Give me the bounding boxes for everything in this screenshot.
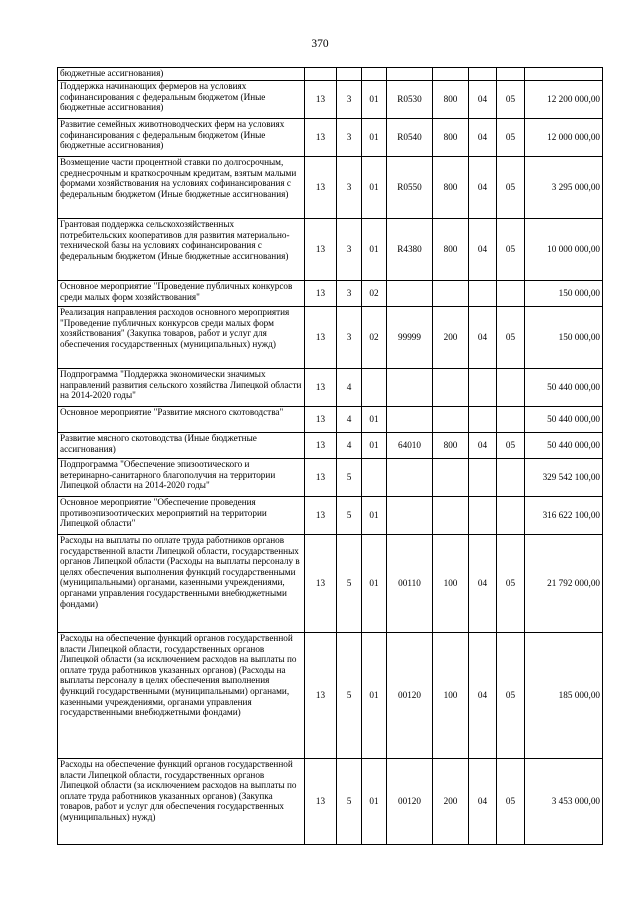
cell-code-direction: R4380 bbox=[387, 219, 433, 281]
cell-code-subsection bbox=[497, 407, 525, 433]
cell-code-direction bbox=[387, 459, 433, 497]
cell-code-expense-type: 800 bbox=[433, 119, 469, 157]
cell-code-section: 04 bbox=[469, 433, 497, 459]
cell-code-expense-type: 800 bbox=[433, 81, 469, 119]
cell-code-event: 01 bbox=[362, 433, 387, 459]
table-row bbox=[58, 219, 603, 281]
table-row bbox=[58, 281, 603, 307]
cell-code-subsection bbox=[497, 68, 525, 81]
cell-code-ministry: 13 bbox=[305, 307, 337, 369]
cell-code-subprogram bbox=[337, 68, 362, 81]
cell-code-direction: R0540 bbox=[387, 119, 433, 157]
cell-code-subsection bbox=[497, 497, 525, 535]
cell-amount: 50 440 000,00 bbox=[525, 407, 603, 433]
cell-code-event: 01 bbox=[362, 407, 387, 433]
cell-code-subprogram: 3 bbox=[337, 119, 362, 157]
cell-code-ministry: 13 bbox=[305, 535, 337, 633]
cell-item-name: Поддержка начинающих фермеров на условиях софинансирования с федеральным бюджетом (Иные бюджетные ассигнования) bbox=[58, 81, 305, 119]
table-row bbox=[58, 157, 603, 219]
cell-code-subsection: 05 bbox=[497, 307, 525, 369]
cell-code-subprogram: 3 bbox=[337, 219, 362, 281]
cell-item-name: Расходы на обеспечение функций органов государственной власти Липецкой области, государственных органов Липецкой области (за исключением расходов на выплаты по оплате труда работников указанных органов) (Расходы на выплаты персоналу в целях обеспечения выполнения функций государственными (муниципальными) органами, казенными учреждениями, органами управления государственными внебюджетными фондами) bbox=[58, 633, 305, 759]
cell-item-name: Расходы на обеспечение функций органов государственной власти Липецкой области, государственных органов Липецкой области (за исключением расходов на выплаты по оплате труда работников указанных органов) (Закупка товаров, работ и услуг для обеспечения государственных (муниципальных) нужд) bbox=[58, 759, 305, 845]
cell-code-expense-type: 100 bbox=[433, 535, 469, 633]
cell-amount: 3 453 000,00 bbox=[525, 759, 603, 845]
cell-code-expense-type: 100 bbox=[433, 633, 469, 759]
cell-code-ministry: 13 bbox=[305, 119, 337, 157]
cell-code-direction: 00120 bbox=[387, 633, 433, 759]
cell-code-section: 04 bbox=[469, 633, 497, 759]
cell-code-section: 04 bbox=[469, 119, 497, 157]
cell-code-event bbox=[362, 459, 387, 497]
page-number: 370 bbox=[311, 38, 329, 50]
cell-code-ministry: 13 bbox=[305, 633, 337, 759]
cell-code-subsection: 05 bbox=[497, 633, 525, 759]
cell-code-subprogram: 5 bbox=[337, 459, 362, 497]
cell-item-name: Подпрограмма "Обеспечение эпизоотического и ветеринарно-санитарного благополучия на территории Липецкой области на 2014-2020 годы" bbox=[58, 459, 305, 497]
table-row bbox=[58, 459, 603, 497]
cell-code-ministry bbox=[305, 68, 337, 81]
cell-code-event: 01 bbox=[362, 497, 387, 535]
cell-item-name: Основное мероприятие "Развитие мясного скотоводства" bbox=[58, 407, 305, 433]
cell-code-expense-type: 800 bbox=[433, 433, 469, 459]
cell-code-section: 04 bbox=[469, 535, 497, 633]
cell-code-expense-type: 800 bbox=[433, 219, 469, 281]
cell-code-event: 02 bbox=[362, 281, 387, 307]
cell-code-section bbox=[469, 281, 497, 307]
cell-code-ministry: 13 bbox=[305, 759, 337, 845]
table-row bbox=[58, 535, 603, 633]
cell-code-section bbox=[469, 407, 497, 433]
table-row bbox=[58, 307, 603, 369]
cell-code-expense-type: 800 bbox=[433, 157, 469, 219]
cell-amount bbox=[525, 68, 603, 81]
cell-code-ministry: 13 bbox=[305, 433, 337, 459]
cell-code-subprogram: 4 bbox=[337, 407, 362, 433]
cell-code-subsection: 05 bbox=[497, 81, 525, 119]
cell-code-event: 01 bbox=[362, 219, 387, 281]
cell-code-direction: R0530 bbox=[387, 81, 433, 119]
cell-item-name: Основное мероприятие "Обеспечение проведения противоэпизоотических мероприятий на территории Липецкой области" bbox=[58, 497, 305, 535]
cell-code-direction: 64010 bbox=[387, 433, 433, 459]
cell-code-direction bbox=[387, 369, 433, 407]
cell-item-name: Развитие семейных животноводческих ферм на условиях софинансирования с федеральным бюджетом (Иные бюджетные ассигнования) bbox=[58, 119, 305, 157]
cell-code-ministry: 13 bbox=[305, 219, 337, 281]
table-row bbox=[58, 119, 603, 157]
cell-code-section: 04 bbox=[469, 759, 497, 845]
cell-amount: 50 440 000,00 bbox=[525, 433, 603, 459]
cell-item-name: Подпрограмма "Поддержка экономически значимых направлений развития сельского хозяйства Липецкой области на 2014-2020 годы" bbox=[58, 369, 305, 407]
cell-code-subsection: 05 bbox=[497, 157, 525, 219]
cell-code-subprogram: 5 bbox=[337, 535, 362, 633]
cell-code-subprogram: 3 bbox=[337, 81, 362, 119]
cell-code-direction: R0550 bbox=[387, 157, 433, 219]
cell-amount: 329 542 100,00 bbox=[525, 459, 603, 497]
cell-code-section bbox=[469, 459, 497, 497]
cell-item-name: Грантовая поддержка сельскохозяйственных потребительских кооперативов для развития материально-технической базы на условиях софинансирования с федеральным бюджетом (Иные бюджетные ассигнования) bbox=[58, 219, 305, 281]
cell-code-direction bbox=[387, 68, 433, 81]
cell-item-name: Реализация направления расходов основного мероприятия "Проведение публичных конкурсов среди малых форм хозяйствования" (Закупка товаров, работ и услуг для обеспечения государственных (муниципальных) нужд) bbox=[58, 307, 305, 369]
cell-code-ministry: 13 bbox=[305, 281, 337, 307]
cell-code-expense-type bbox=[433, 407, 469, 433]
cell-amount: 50 440 000,00 bbox=[525, 369, 603, 407]
table-row bbox=[58, 759, 603, 845]
cell-amount: 316 622 100,00 bbox=[525, 497, 603, 535]
cell-code-subsection: 05 bbox=[497, 433, 525, 459]
cell-code-event: 01 bbox=[362, 633, 387, 759]
cell-item-name: Расходы на выплаты по оплате труда работников органов государственной власти Липецкой области, государственных органов Липецкой области (Расходы на выплаты персоналу в целях обеспечения выполнения функций государственными (муниципальными) органами, казенными учреждениями, органами управления государственными внебюджетными фондами) bbox=[58, 535, 305, 633]
cell-code-subsection bbox=[497, 281, 525, 307]
cell-code-subprogram: 4 bbox=[337, 433, 362, 459]
cell-code-event bbox=[362, 369, 387, 407]
cell-code-subsection: 05 bbox=[497, 759, 525, 845]
cell-code-expense-type bbox=[433, 68, 469, 81]
cell-code-expense-type bbox=[433, 369, 469, 407]
table-row bbox=[58, 433, 603, 459]
cell-code-section bbox=[469, 369, 497, 407]
cell-item-name: Развитие мясного скотоводства (Иные бюджетные ассигнования) bbox=[58, 433, 305, 459]
cell-code-direction: 00110 bbox=[387, 535, 433, 633]
cell-amount: 21 792 000,00 bbox=[525, 535, 603, 633]
cell-code-section bbox=[469, 497, 497, 535]
cell-code-subsection: 05 bbox=[497, 119, 525, 157]
cell-code-subprogram: 3 bbox=[337, 157, 362, 219]
cell-code-subprogram: 5 bbox=[337, 497, 362, 535]
cell-code-section bbox=[469, 68, 497, 81]
cell-code-event bbox=[362, 68, 387, 81]
cell-code-ministry: 13 bbox=[305, 407, 337, 433]
cell-amount: 12 200 000,00 bbox=[525, 81, 603, 119]
cell-item-name: Основное мероприятие "Проведение публичных конкурсов среди малых форм хозяйствования" bbox=[58, 281, 305, 307]
cell-code-ministry: 13 bbox=[305, 369, 337, 407]
cell-code-section: 04 bbox=[469, 157, 497, 219]
cell-amount: 10 000 000,00 bbox=[525, 219, 603, 281]
cell-code-subsection: 05 bbox=[497, 535, 525, 633]
cell-code-expense-type: 200 bbox=[433, 307, 469, 369]
cell-code-subsection: 05 bbox=[497, 219, 525, 281]
cell-amount: 12 000 000,00 bbox=[525, 119, 603, 157]
cell-code-section: 04 bbox=[469, 307, 497, 369]
cell-code-event: 01 bbox=[362, 157, 387, 219]
cell-code-direction bbox=[387, 407, 433, 433]
table-body bbox=[58, 68, 603, 845]
table-row bbox=[58, 633, 603, 759]
cell-amount: 150 000,00 bbox=[525, 281, 603, 307]
cell-code-ministry: 13 bbox=[305, 81, 337, 119]
cell-item-name: Возмещение части процентной ставки по долгосрочным, среднесрочным и краткосрочным кредитам, взятым малыми формами хозяйствования на условиях софинансирования с федеральным бюджетом (Иные бюджетные ассигнования) bbox=[58, 157, 305, 219]
cell-code-subsection bbox=[497, 459, 525, 497]
cell-amount: 185 000,00 bbox=[525, 633, 603, 759]
table-row bbox=[58, 81, 603, 119]
cell-code-expense-type bbox=[433, 459, 469, 497]
cell-code-subprogram: 5 bbox=[337, 759, 362, 845]
cell-code-ministry: 13 bbox=[305, 497, 337, 535]
cell-code-direction: 99999 bbox=[387, 307, 433, 369]
cell-amount: 3 295 000,00 bbox=[525, 157, 603, 219]
cell-code-subprogram: 4 bbox=[337, 369, 362, 407]
cell-code-subprogram: 5 bbox=[337, 633, 362, 759]
cell-code-event: 01 bbox=[362, 535, 387, 633]
cell-code-direction: 00120 bbox=[387, 759, 433, 845]
cell-code-subprogram: 3 bbox=[337, 307, 362, 369]
cell-code-expense-type: 200 bbox=[433, 759, 469, 845]
cell-amount: 150 000,00 bbox=[525, 307, 603, 369]
cell-code-direction bbox=[387, 281, 433, 307]
budget-table bbox=[57, 67, 603, 845]
cell-code-subsection bbox=[497, 369, 525, 407]
table-row bbox=[58, 497, 603, 535]
cell-code-event: 02 bbox=[362, 307, 387, 369]
cell-code-event: 01 bbox=[362, 81, 387, 119]
cell-code-direction bbox=[387, 497, 433, 535]
cell-code-expense-type bbox=[433, 497, 469, 535]
cell-code-ministry: 13 bbox=[305, 459, 337, 497]
table-row bbox=[58, 369, 603, 407]
cell-code-ministry: 13 bbox=[305, 157, 337, 219]
cell-item-name: бюджетные ассигнования) bbox=[58, 68, 305, 81]
cell-code-subprogram: 3 bbox=[337, 281, 362, 307]
cell-code-section: 04 bbox=[469, 81, 497, 119]
cell-code-event: 01 bbox=[362, 119, 387, 157]
table-row bbox=[58, 407, 603, 433]
cell-code-expense-type bbox=[433, 281, 469, 307]
cell-code-event: 01 bbox=[362, 759, 387, 845]
cell-code-section: 04 bbox=[469, 219, 497, 281]
table-row bbox=[58, 68, 603, 81]
